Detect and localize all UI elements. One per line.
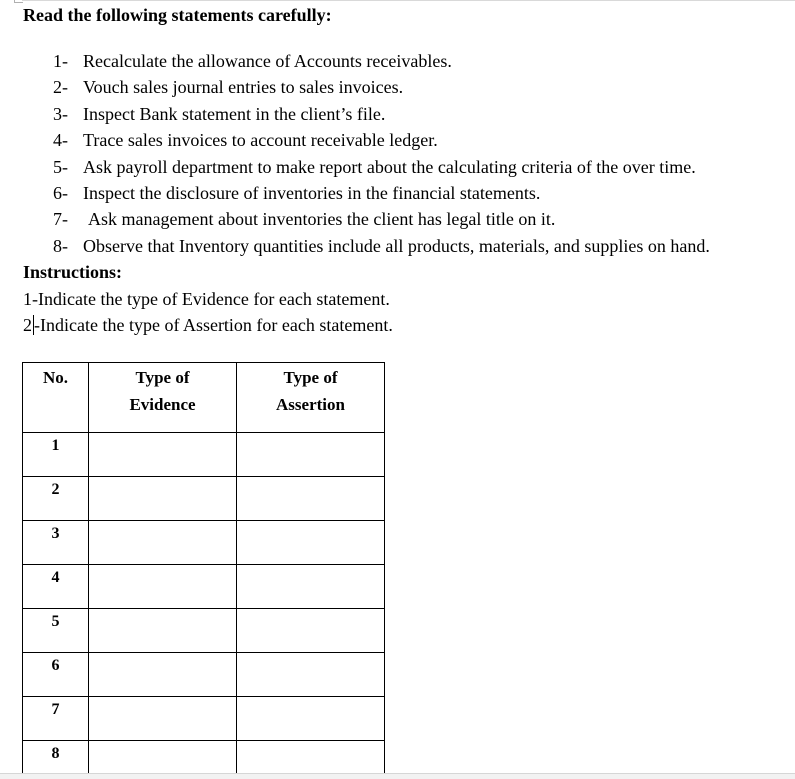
assertion-cell[interactable] (237, 565, 385, 609)
page-bottom-edge (0, 773, 795, 779)
table-row (23, 609, 385, 653)
table-row (23, 565, 385, 609)
instruction-1 (23, 288, 390, 310)
row-number-label: 4 (51, 569, 60, 586)
statement-text: Inspect the disclosure of inventories in the financial statements. (83, 183, 541, 203)
table-row (23, 653, 385, 697)
statement-text: Recalculate the allowance of Accounts receivables. (83, 51, 452, 71)
statement-text: Vouch sales journal entries to sales invoices. (83, 77, 404, 97)
header-assertion-line2: Assertion (276, 395, 345, 414)
table-row (23, 521, 385, 565)
assertion-cell[interactable] (237, 697, 385, 741)
assertion-cell[interactable] (237, 521, 385, 565)
evidence-cell[interactable] (89, 521, 237, 565)
row-number (23, 565, 89, 609)
assertion-cell[interactable] (237, 741, 385, 774)
statement-number: 4- (53, 130, 68, 150)
evidence-cell[interactable] (89, 697, 237, 741)
instruction-2[interactable] (23, 314, 393, 336)
statement-text: Observe that Inventory quantities include all products, materials, and supplies on hand. (83, 236, 710, 256)
evidence-cell[interactable] (89, 477, 237, 521)
row-number (23, 521, 89, 565)
header-assertion (237, 363, 385, 433)
row-number (23, 697, 89, 741)
statement-number: 5- (53, 157, 68, 177)
row-number-label: 3 (51, 525, 60, 542)
evidence-cell[interactable] (89, 653, 237, 697)
statement-text: Ask management about inventories the client has legal title on it. (88, 209, 556, 229)
text-boundary-mark (14, 0, 23, 3)
header-evidence-line2: Evidence (129, 395, 196, 414)
assertion-cell[interactable] (237, 433, 385, 477)
statement-text: Inspect Bank statement in the client’s file. (83, 104, 386, 124)
row-number (23, 609, 89, 653)
evidence-cell[interactable] (89, 609, 237, 653)
instruction-text: -Indicate the type of Evidence for each statement. (32, 289, 390, 309)
row-number (23, 653, 89, 697)
answer-table (22, 362, 385, 773)
evidence-cell[interactable] (89, 433, 237, 477)
statement-number: 6- (53, 183, 68, 203)
evidence-cell[interactable] (89, 741, 237, 774)
row-number-label: 7 (51, 701, 60, 718)
header-evidence-line1: Type of (135, 368, 190, 387)
page-heading: Read the following statements carefully: (23, 5, 332, 25)
assertion-cell[interactable] (237, 653, 385, 697)
row-number-label: 8 (51, 745, 60, 762)
statement-number: 3- (53, 104, 68, 124)
header-no-label: No. (42, 368, 69, 387)
instruction-text: -Indicate the type of Assertion for each statement. (34, 315, 393, 335)
table-row (23, 741, 385, 774)
table-row (23, 477, 385, 521)
row-number-label: 6 (51, 657, 60, 674)
row-number-label: 2 (51, 481, 60, 498)
row-number-label: 5 (51, 613, 60, 630)
page-top-edge (22, 0, 795, 1)
row-number (23, 741, 89, 774)
row-number (23, 477, 89, 521)
assertion-cell[interactable] (237, 609, 385, 653)
row-number-label: 1 (51, 437, 60, 454)
instruction-number: 2 (23, 315, 32, 335)
header-no (23, 363, 89, 433)
statement-text: Trace sales invoices to account receivable ledger. (83, 130, 438, 150)
statement-text: Ask payroll department to make report about the calculating criteria of the over time. (83, 157, 696, 177)
statement-number: 8- (53, 236, 68, 256)
evidence-cell[interactable] (89, 565, 237, 609)
table-header-row (23, 363, 385, 433)
header-assertion-line1: Type of (283, 368, 338, 387)
table-row (23, 433, 385, 477)
statement-number: 7- (53, 209, 68, 229)
instructions-heading: Instructions: (23, 262, 123, 282)
instruction-number: 1 (23, 289, 32, 309)
assertion-cell[interactable] (237, 477, 385, 521)
row-number (23, 433, 89, 477)
statement-number: 1- (53, 51, 68, 71)
statement-number: 2- (53, 77, 68, 97)
table-row (23, 697, 385, 741)
header-evidence (89, 363, 237, 433)
